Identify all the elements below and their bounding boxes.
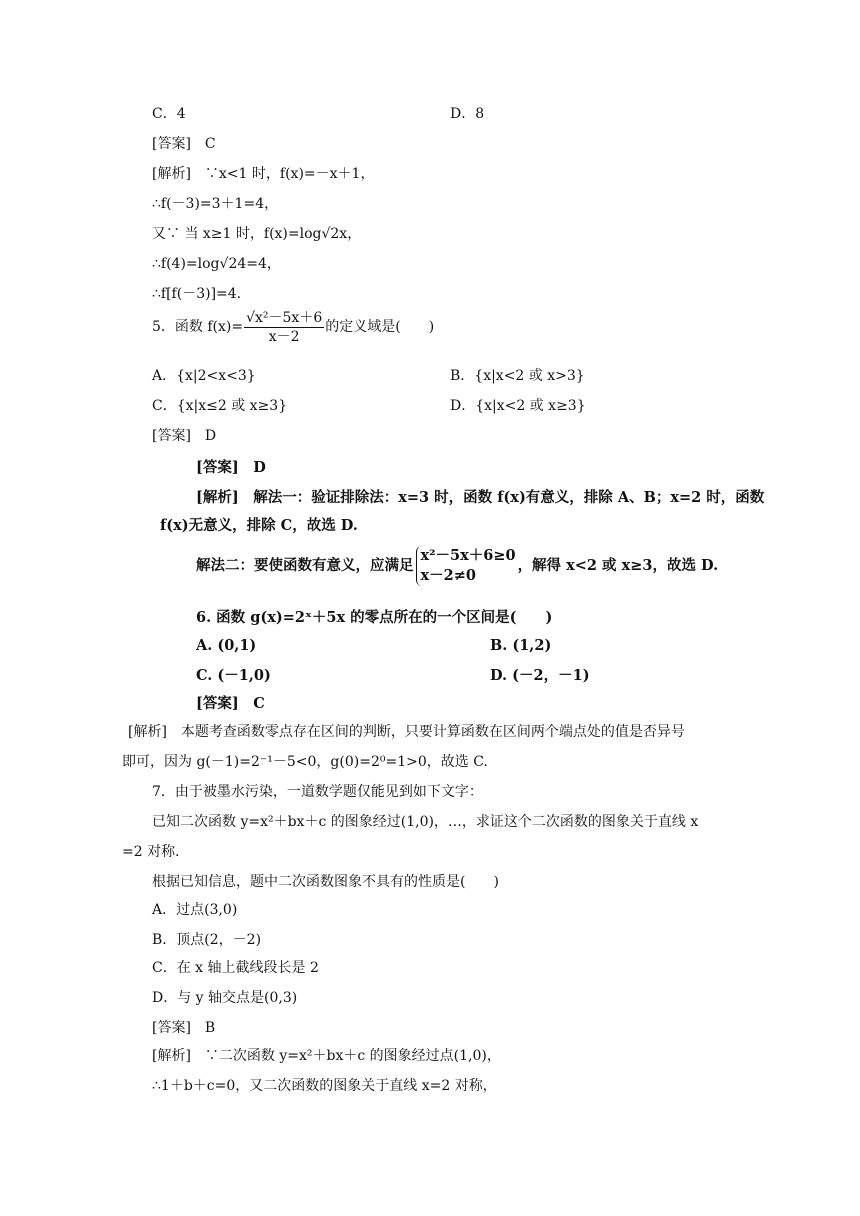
q5-system-line1: x²－5x＋6≥0	[420, 547, 516, 564]
q7-analysis-line2: ∴1＋b＋c=0，又二次函数的图象关于直线 x=2 对称，	[152, 1078, 497, 1094]
q5-inequality-system	[416, 546, 516, 586]
q7-stem-line2: 已知二次函数 y=x²＋bx＋c 的图象经过(1,0)，…，求证这个二次函数的图象关于直线 x	[152, 814, 699, 830]
q7-option-b: B．顶点(2，－2)	[152, 932, 262, 948]
q4-analysis-line: [解析] ∵x<1 时，f(x)=－x＋1，	[152, 166, 375, 182]
q5-stem-prefix: 5．函数 f(x)=	[152, 319, 244, 335]
q4-analysis-line: ∴f(4)=log√24=4，	[152, 256, 281, 272]
q6-option-a: A. (0,1)	[196, 637, 257, 654]
q6-option-c: C. (－1,0)	[196, 667, 271, 684]
q5-option-d: D．{x|x<2 或 x≥3}	[450, 398, 586, 414]
q5-option-c: C．{x|x≤2 或 x≥3}	[152, 398, 288, 414]
q4-answer: [答案] C	[152, 136, 216, 152]
q5-scan-answer: [答案] D	[196, 459, 266, 476]
q7-option-d: D．与 y 轴交点是(0,3)	[152, 990, 298, 1006]
q5-scan-method2-prefix: 解法二：要使函数有意义，应满足	[196, 557, 414, 574]
q5-scan-method2	[196, 546, 718, 586]
q6-stem: 6. 函数 g(x)=2ˣ＋5x 的零点所在的一个区间是( )	[196, 609, 553, 626]
q5-option-a: A．{x|2<x<3}	[152, 368, 256, 384]
q6-option-d: D. (－2，－1)	[490, 667, 590, 684]
q5-numerator: √x²－5x＋6	[246, 309, 323, 326]
q6-analysis-line2: 即可，因为 g(－1)=2⁻¹－5<0，g(0)=2⁰=1>0，故选 C.	[122, 754, 488, 770]
q5-answer: [答案] D	[152, 428, 217, 444]
q7-option-c: C．在 x 轴上截线段长是 2	[152, 960, 319, 976]
q7-stem-line1: 7．由于被墨水污染，一道数学题仅能见到如下文字：	[152, 784, 483, 800]
q4-analysis-line: ∴f(－3)=3＋1=4，	[152, 196, 279, 212]
q7-stem-line3: =2 对称．	[122, 844, 190, 860]
q6-analysis-line1: [解析] 本题考查函数零点存在区间的判断，只要计算函数在区间两个端点处的值是否异号	[128, 724, 685, 740]
q7-answer: [答案] B	[152, 1020, 216, 1036]
q7-option-a: A．过点(3,0)	[152, 902, 238, 918]
q4-option-c: C．4	[152, 106, 186, 122]
q5-stem-suffix: 的定义域是( )	[325, 319, 435, 335]
q4-analysis-line: 又∵ 当 x≥1 时，f(x)=log√2x，	[152, 226, 362, 242]
q7-analysis-line1: [解析] ∵二次函数 y=x²＋bx＋c 的图象经过点(1,0)，	[152, 1048, 501, 1064]
q5-scan-method1-line1: [解析] 解法一：验证排除法：x=3 时，函数 f(x)有意义，排除 A、B；x=2 时，函数	[196, 489, 765, 506]
q5-option-b: B．{x|x<2 或 x>3}	[450, 368, 585, 384]
q5-denominator: x－2	[268, 328, 300, 345]
q7-stem-line4: 根据已知信息，题中二次函数图象不具有的性质是( )	[152, 874, 499, 890]
q4-analysis-line: ∴f[f(－3)]=4.	[152, 286, 242, 302]
q5-stem	[152, 308, 434, 346]
q6-answer: [答案] C	[196, 695, 265, 712]
q5-system-line2: x－2≠0	[420, 567, 476, 584]
q4-option-d: D．8	[450, 106, 485, 122]
q5-scan-method2-suffix: ，解得 x<2 或 x≥3，故选 D.	[517, 557, 719, 574]
q5-fraction	[244, 309, 324, 346]
q6-option-b: B. (1,2)	[490, 637, 552, 654]
q5-scan-method1-line2: f(x)无意义，排除 C，故选 D.	[160, 517, 358, 534]
